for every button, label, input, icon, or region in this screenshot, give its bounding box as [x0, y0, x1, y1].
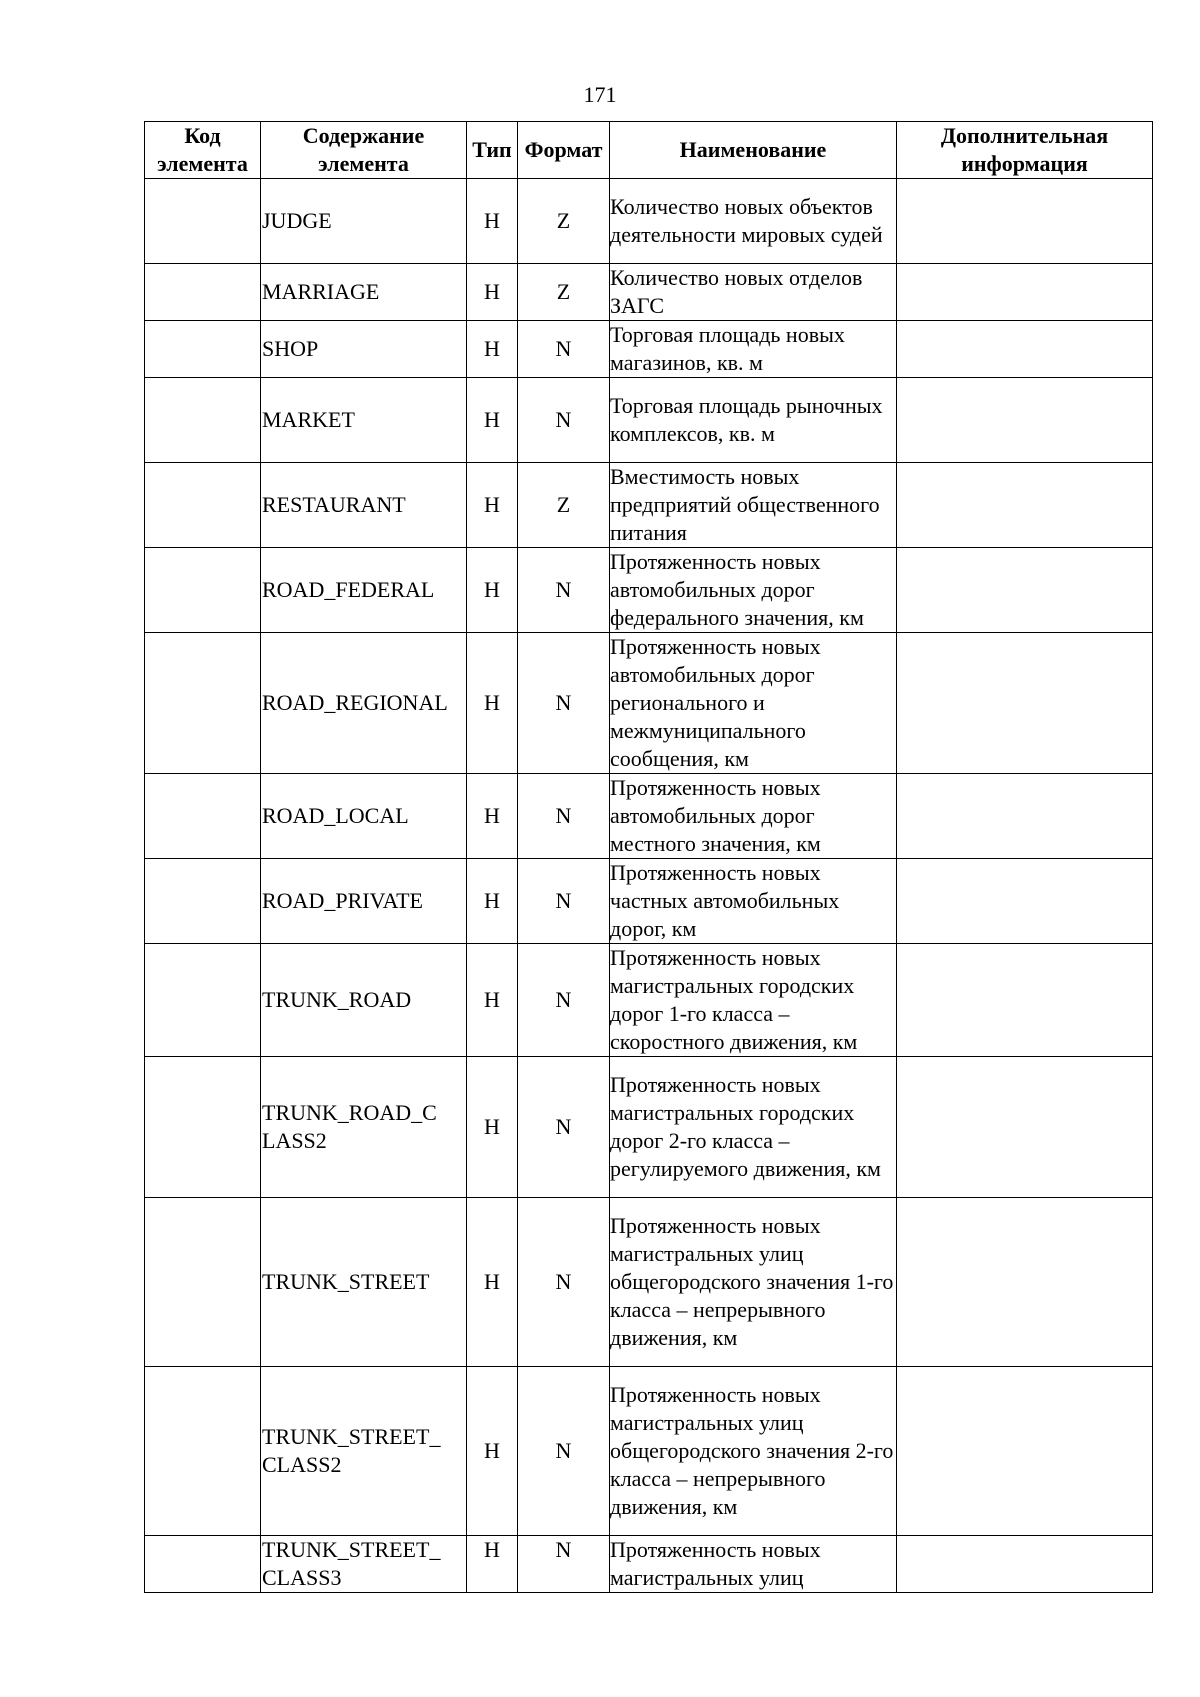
cell-name: Протяженность новых магистральных улиц	[610, 1536, 897, 1593]
cell-name: Торговая площадь новых магазинов, кв. м	[610, 321, 897, 378]
cell-code	[145, 378, 261, 463]
cell-code	[145, 1057, 261, 1198]
table-row	[145, 1536, 1153, 1593]
cell-extra	[897, 378, 1153, 463]
cell-format: N	[518, 1536, 610, 1593]
cell-name: Торговая площадь рыночных комплексов, кв. м	[610, 378, 897, 463]
cell-content: MARRIAGE	[261, 264, 467, 321]
page-number: 171	[583, 82, 617, 107]
cell-type: H	[467, 321, 518, 378]
cell-format: N	[518, 633, 610, 774]
cell-format: Z	[518, 264, 610, 321]
cell-name: Протяженность новых автомобильных дорог регионального и межмуниципального сообщения, км	[610, 633, 897, 774]
table-row	[145, 944, 1153, 1057]
header-code: Код элемента	[145, 122, 261, 179]
cell-extra	[897, 1198, 1153, 1367]
table-row	[145, 321, 1153, 378]
cell-code	[145, 1536, 261, 1593]
cell-extra	[897, 944, 1153, 1057]
cell-name: Протяженность новых автомобильных дорог федерального значения, км	[610, 548, 897, 633]
cell-format: N	[518, 774, 610, 859]
cell-type: H	[467, 1057, 518, 1198]
cell-type: H	[467, 548, 518, 633]
cell-name: Протяженность новых магистральных улиц общегородского значения 2-го класса – непрерывного движения, км	[610, 1367, 897, 1536]
cell-code	[145, 548, 261, 633]
cell-content: ROAD_REGIONAL	[261, 633, 467, 774]
cell-type: H	[467, 1367, 518, 1536]
cell-name: Количество новых объектов деятельности мировых судей	[610, 179, 897, 264]
cell-type: H	[467, 774, 518, 859]
cell-type: H	[467, 944, 518, 1057]
table-row	[145, 1198, 1153, 1367]
table-header-row	[145, 122, 1153, 179]
cell-name: Протяженность новых магистральных городских дорог 2-го класса – регулируемого движения, км	[610, 1057, 897, 1198]
table-row	[145, 1367, 1153, 1536]
cell-type: H	[467, 463, 518, 548]
cell-name: Протяженность новых магистральных улиц общегородского значения 1-го класса – непрерывного движения, км	[610, 1198, 897, 1367]
element-spec-table	[144, 121, 1153, 1593]
cell-extra	[897, 179, 1153, 264]
cell-extra	[897, 1367, 1153, 1536]
header-extra: Дополнительная информация	[897, 122, 1153, 179]
cell-code	[145, 774, 261, 859]
cell-extra	[897, 1536, 1153, 1593]
cell-code	[145, 463, 261, 548]
cell-code	[145, 179, 261, 264]
table-row	[145, 463, 1153, 548]
cell-content: TRUNK_ROAD	[261, 944, 467, 1057]
cell-extra	[897, 463, 1153, 548]
table-row	[145, 179, 1153, 264]
cell-extra	[897, 859, 1153, 944]
cell-extra	[897, 321, 1153, 378]
cell-code	[145, 944, 261, 1057]
cell-format: N	[518, 1198, 610, 1367]
cell-name: Количество новых отделов ЗАГС	[610, 264, 897, 321]
cell-name: Протяженность новых магистральных городских дорог 1-го класса – скоростного движения, км	[610, 944, 897, 1057]
cell-content: TRUNK_STREET_ CLASS2	[261, 1367, 467, 1536]
cell-name: Вместимость новых предприятий общественного питания	[610, 463, 897, 548]
cell-extra	[897, 1057, 1153, 1198]
header-format: Формат	[518, 122, 610, 179]
cell-content: MARKET	[261, 378, 467, 463]
cell-code	[145, 1198, 261, 1367]
header-type: Тип	[467, 122, 518, 179]
cell-format: N	[518, 1057, 610, 1198]
cell-code	[145, 859, 261, 944]
cell-format: Z	[518, 179, 610, 264]
cell-format: N	[518, 859, 610, 944]
cell-extra	[897, 264, 1153, 321]
header-name: Наименование	[610, 122, 897, 179]
cell-name: Протяженность новых частных автомобильных дорог, км	[610, 859, 897, 944]
cell-format: Z	[518, 463, 610, 548]
cell-content: TRUNK_ROAD_C LASS2	[261, 1057, 467, 1198]
table-row	[145, 859, 1153, 944]
cell-format: N	[518, 944, 610, 1057]
cell-type: H	[467, 1198, 518, 1367]
cell-format: N	[518, 321, 610, 378]
cell-type: H	[467, 264, 518, 321]
cell-name: Протяженность новых автомобильных дорог местного значения, км	[610, 774, 897, 859]
cell-extra	[897, 633, 1153, 774]
table-row	[145, 1057, 1153, 1198]
cell-content: JUDGE	[261, 179, 467, 264]
cell-content: ROAD_PRIVATE	[261, 859, 467, 944]
cell-code	[145, 321, 261, 378]
table-row	[145, 378, 1153, 463]
cell-type: H	[467, 633, 518, 774]
cell-content: ROAD_FEDERAL	[261, 548, 467, 633]
cell-format: N	[518, 548, 610, 633]
cell-extra	[897, 548, 1153, 633]
cell-type: H	[467, 859, 518, 944]
table-row	[145, 264, 1153, 321]
cell-type: H	[467, 378, 518, 463]
header-content: Содержание элемента	[261, 122, 467, 179]
cell-content: ROAD_LOCAL	[261, 774, 467, 859]
cell-content: TRUNK_STREET	[261, 1198, 467, 1367]
cell-content: RESTAURANT	[261, 463, 467, 548]
table-row	[145, 633, 1153, 774]
cell-extra	[897, 774, 1153, 859]
cell-code	[145, 633, 261, 774]
cell-content: TRUNK_STREET_ CLASS3	[261, 1536, 467, 1593]
table-row	[145, 548, 1153, 633]
cell-content: SHOP	[261, 321, 467, 378]
table-row	[145, 774, 1153, 859]
cell-type: H	[467, 1536, 518, 1593]
cell-format: N	[518, 378, 610, 463]
cell-format: N	[518, 1367, 610, 1536]
cell-code	[145, 264, 261, 321]
cell-type: H	[467, 179, 518, 264]
cell-code	[145, 1367, 261, 1536]
